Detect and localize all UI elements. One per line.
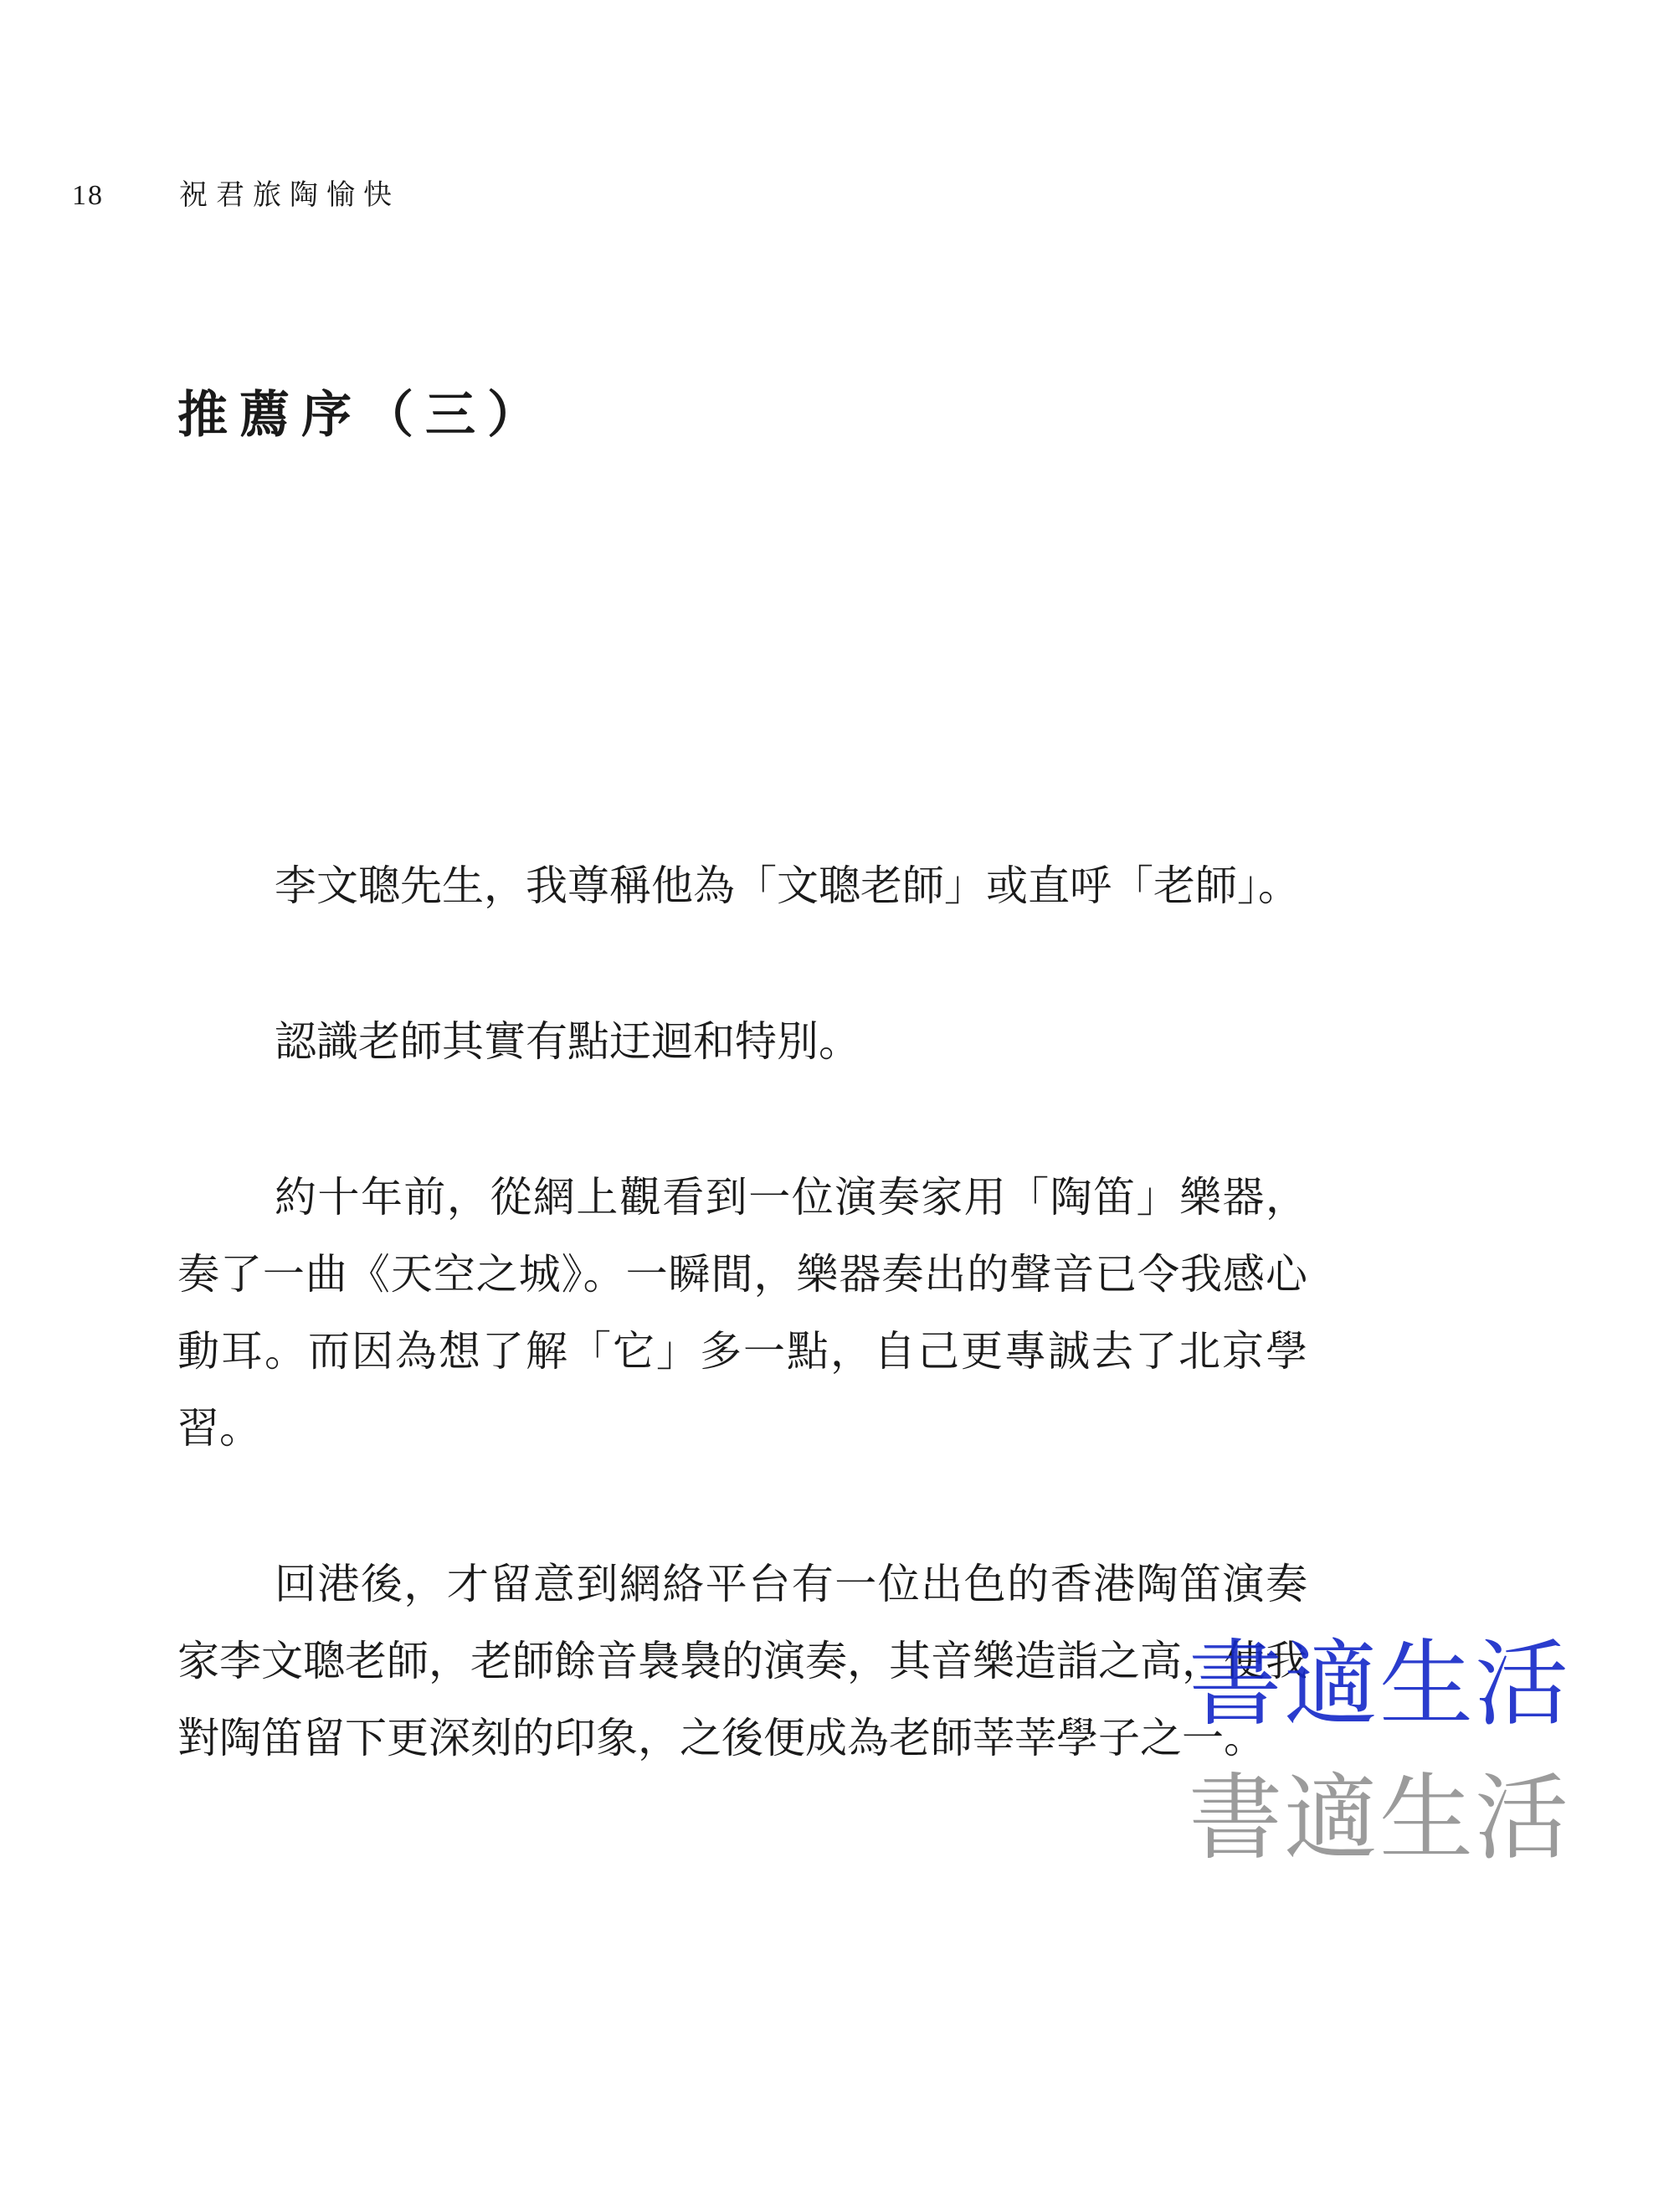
running-title: 祝君旅陶愉快 xyxy=(179,178,400,212)
running-header xyxy=(72,172,400,213)
paragraph: 李文聰先生，我尊稱他為「文聰老師」或直呼「老師」。 xyxy=(275,862,1300,910)
page-number: 18 xyxy=(72,180,104,211)
watermark-secondary: 書適生活 xyxy=(1189,1764,1570,1873)
body-text xyxy=(177,847,1307,1855)
paragraph: 約十年前，從網上觀看到一位演奏家用「陶笛」樂器，奏了一曲《天空之城》。一瞬間，樂器奏出的聲音已令我感心動耳。而因為想了解「它」多一點，自己更專誠去了北京學習。 xyxy=(177,1173,1307,1453)
chapter-title: 推薦序（三） xyxy=(177,386,549,445)
paragraph: 認識老師其實有點迂迴和特別。 xyxy=(275,1017,860,1066)
watermark-primary: 書適生活 xyxy=(1189,1630,1570,1739)
paragraph: 回港後，才留意到網絡平台有一位出色的香港陶笛演奏家李文聰老師，老師餘音裊裊的演奏，其音樂造詣之高，使我對陶笛留下更深刻的印象，之後便成為老師莘莘學子之一。 xyxy=(177,1560,1307,1762)
